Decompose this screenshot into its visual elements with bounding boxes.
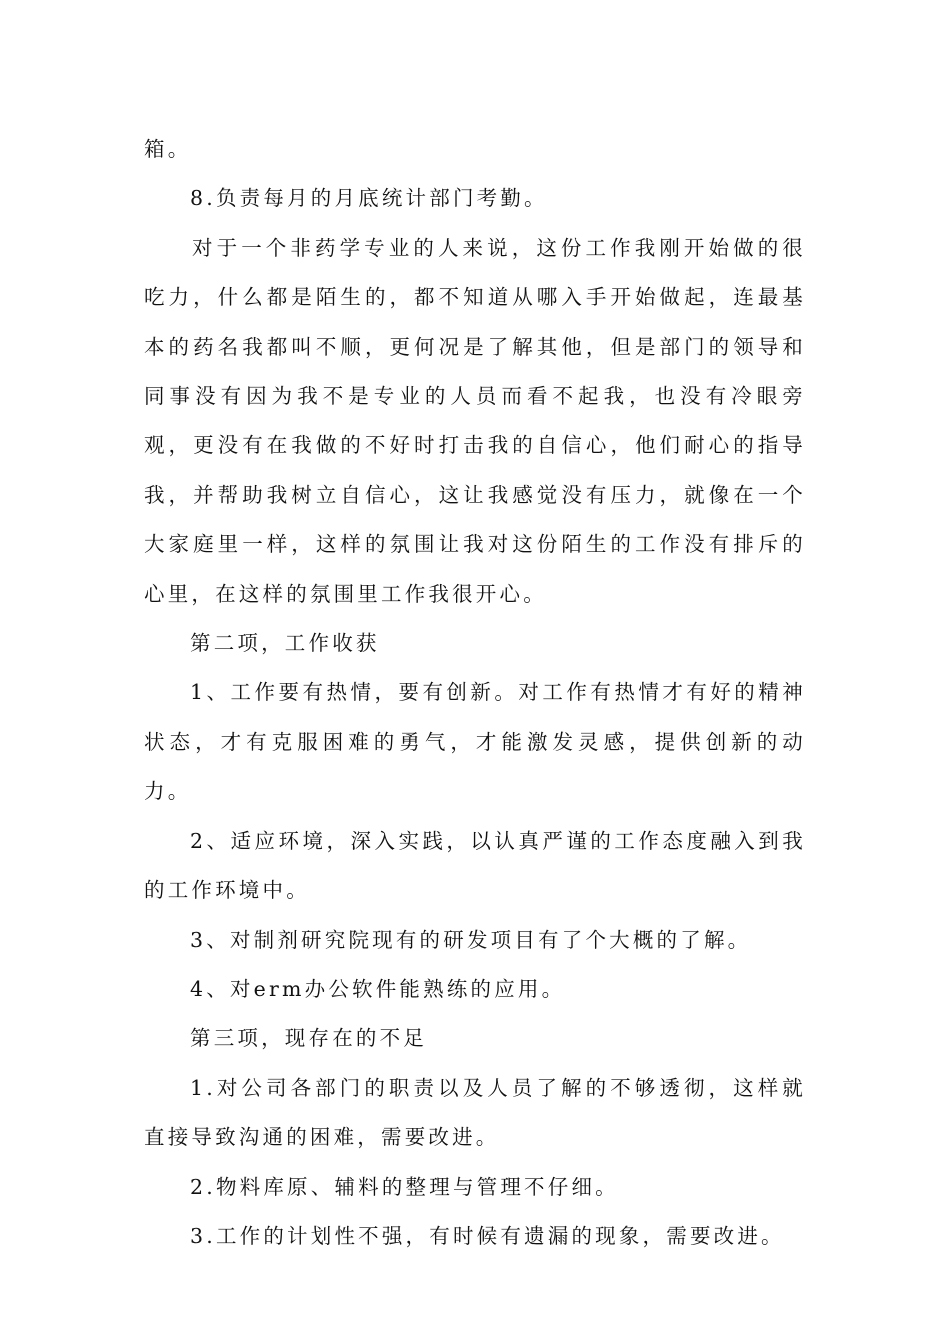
paragraph-shortcoming-3: 3.工作的计划性不强，有时候有遗漏的现象，需要改进。 xyxy=(190,1223,785,1248)
paragraph-gain-4: 4、对erm办公软件能熟练的应用。 xyxy=(190,976,566,1001)
paragraph-gain-2: 2、适应环境，深入实践，以认真严谨的工作态度融入到我的工作环境中。 xyxy=(144,828,806,903)
paragraph-duty-8: 8.负责每月的月底统计部门考勤。 xyxy=(190,186,548,211)
paragraph-shortcoming-2: 2.物料库原、辅料的整理与管理不仔细。 xyxy=(190,1174,619,1199)
section-heading-shortcomings: 第三项，现存在的不足 xyxy=(190,1026,427,1051)
paragraph-shortcoming-1: 1.对公司各部门的职责以及人员了解的不够透彻，这样就直接导致沟通的困难，需要改进。 xyxy=(144,1075,806,1150)
document-body xyxy=(144,125,806,1261)
section-heading-gains: 第二项，工作收获 xyxy=(190,631,380,656)
paragraph-experience: 对于一个非药学专业的人来说，这份工作我刚开始做的很吃力，什么都是陌生的，都不知道从哪入手开始做起，连最基本的药名我都叫不顺，更何况是了解其他，但是部门的领导和同事没有因为我不是专业的人员而看不起我，也没有冷眼旁观，更没有在我做的不好时打击我的自信心，他们耐心的指导我，并帮助我树立自信心，这让我感觉没有压力，就像在一个大家庭里一样，这样的氛围让我对这份陌生的工作没有排斥的心里，在这样的氛围里工作我很开心。 xyxy=(144,235,806,606)
paragraph-gain-1: 1、工作要有热情，要有创新。对工作有热情才有好的精神状态，才有克服困难的勇气，才能激发灵感，提供创新的动力。 xyxy=(144,680,806,804)
paragraph-gain-3: 3、对制剂研究院现有的研发项目有了个大概的了解。 xyxy=(190,927,752,952)
paragraph-continuation: 箱。 xyxy=(144,137,192,161)
